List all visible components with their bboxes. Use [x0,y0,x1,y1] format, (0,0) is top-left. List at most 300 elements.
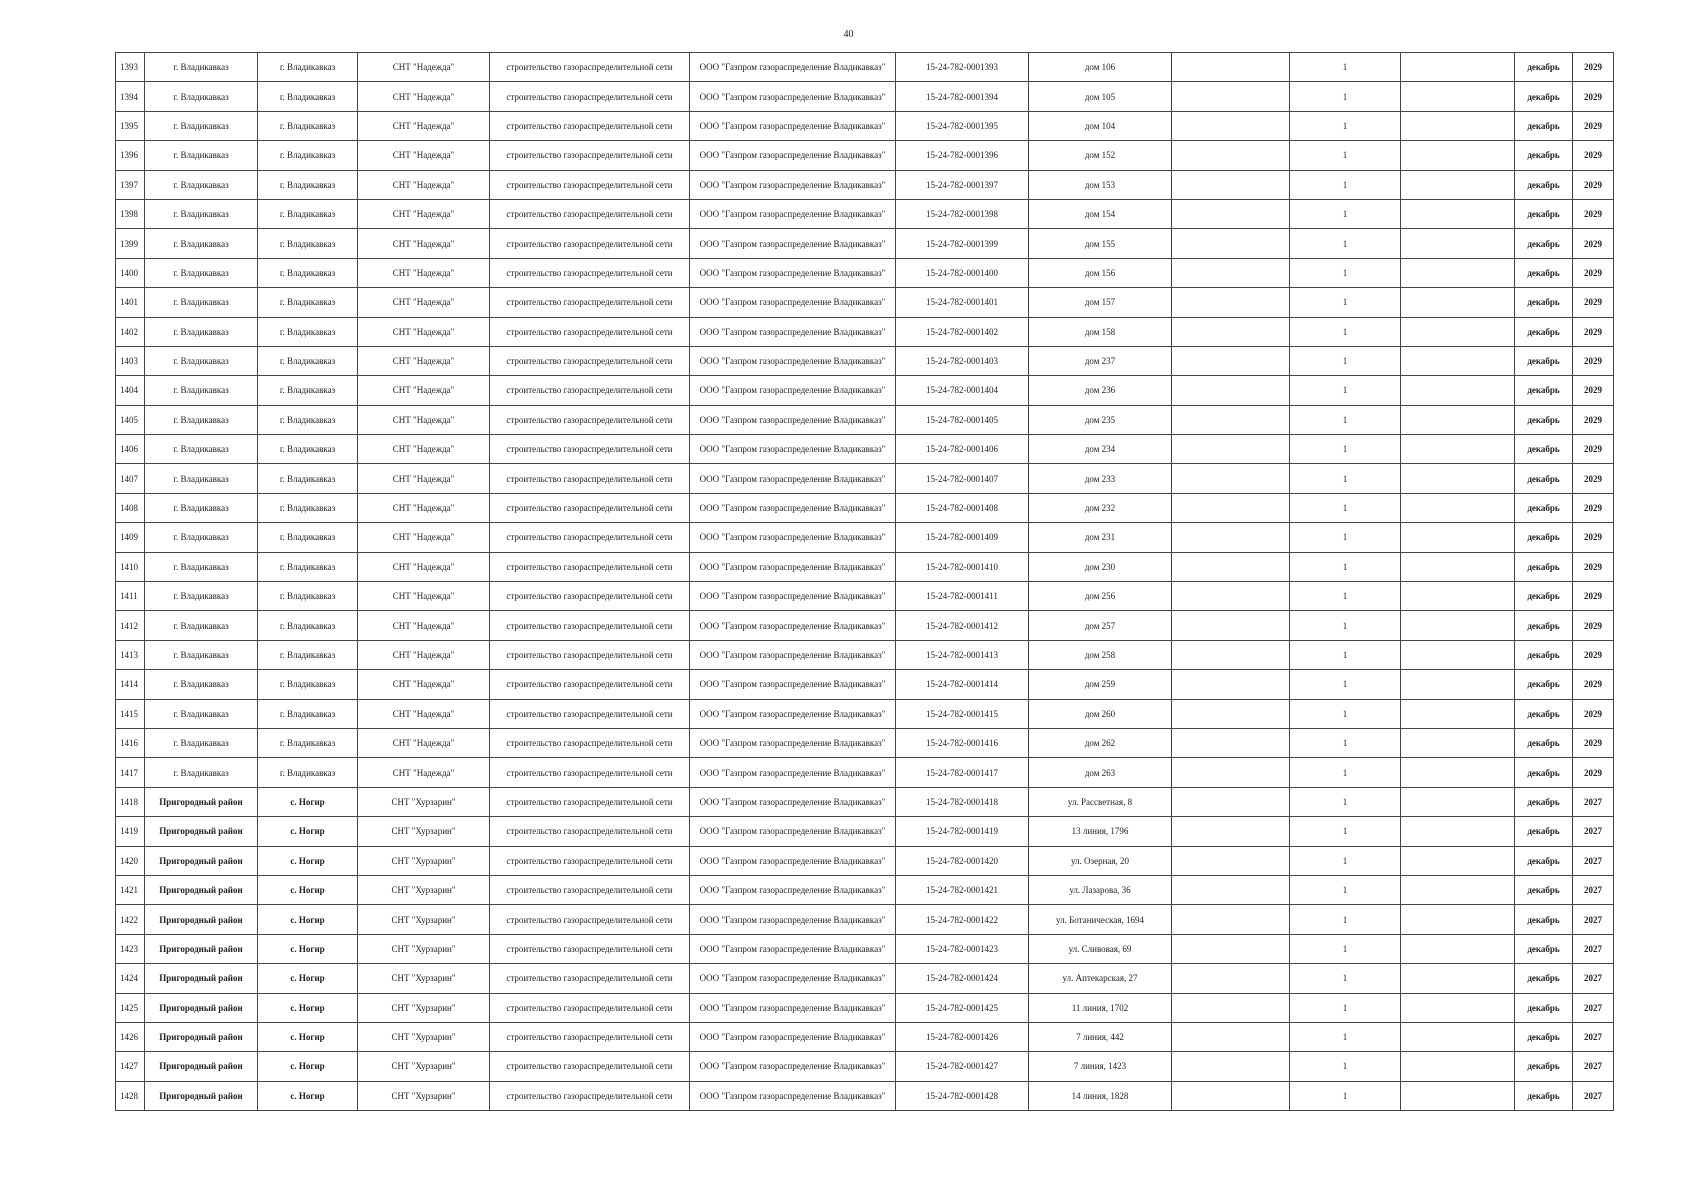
cell-district: г. Владикавказ [145,258,258,287]
cell-settlement: г. Владикавказ [258,346,358,375]
cell-society: СНТ "Надежда" [358,376,490,405]
cell-quantity: 1 [1290,111,1401,140]
table-row [116,405,1614,434]
cell-row-number: 1410 [116,552,145,581]
cell-settlement: с. Ногир [258,875,358,904]
cell-address: дом 153 [1029,170,1172,199]
cell-society: СНТ "Надежда" [358,699,490,728]
cell-empty-column-b [1401,199,1515,228]
cell-empty-column-a [1172,435,1290,464]
cell-district: г. Владикавказ [145,435,258,464]
cell-year: 2027 [1573,846,1614,875]
cell-month: декабрь [1515,670,1573,699]
cell-year: 2027 [1573,1081,1614,1110]
cell-settlement: г. Владикавказ [258,405,358,434]
cell-work-type: строительство газораспределительной сети [490,699,690,728]
cell-district: г. Владикавказ [145,405,258,434]
cell-row-number: 1394 [116,82,145,111]
cell-year: 2029 [1573,405,1614,434]
cell-empty-column-b [1401,1081,1515,1110]
cell-organization: ООО "Газпром газораспределение Владикавказ" [690,934,896,963]
cell-work-type: строительство газораспределительной сети [490,640,690,669]
cell-address: дом 233 [1029,464,1172,493]
cell-society: СНТ "Надежда" [358,493,490,522]
table-row [116,464,1614,493]
table-row [116,53,1614,82]
table-row [116,199,1614,228]
table-row [116,846,1614,875]
cell-row-number: 1420 [116,846,145,875]
cell-address: 14 линия, 1828 [1029,1081,1172,1110]
cell-empty-column-a [1172,964,1290,993]
cell-quantity: 1 [1290,817,1401,846]
cell-district: Пригородный район [145,993,258,1022]
cell-quantity: 1 [1290,1022,1401,1051]
cell-empty-column-b [1401,376,1515,405]
cell-district: г. Владикавказ [145,376,258,405]
cell-society: СНТ "Надежда" [358,552,490,581]
cell-application-id: 15-24-782-0001423 [896,934,1029,963]
cell-district: г. Владикавказ [145,317,258,346]
cell-quantity: 1 [1290,582,1401,611]
cell-empty-column-a [1172,875,1290,904]
cell-settlement: г. Владикавказ [258,728,358,757]
cell-settlement: г. Владикавказ [258,493,358,522]
table-row [116,523,1614,552]
cell-application-id: 15-24-782-0001393 [896,53,1029,82]
cell-row-number: 1415 [116,699,145,728]
cell-quantity: 1 [1290,670,1401,699]
cell-district: г. Владикавказ [145,346,258,375]
cell-district: Пригородный район [145,875,258,904]
cell-organization: ООО "Газпром газораспределение Владикавказ" [690,111,896,140]
cell-year: 2029 [1573,670,1614,699]
cell-address: дом 232 [1029,493,1172,522]
cell-empty-column-b [1401,523,1515,552]
cell-work-type: строительство газораспределительной сети [490,141,690,170]
cell-month: декабрь [1515,846,1573,875]
table-row [116,582,1614,611]
cell-quantity: 1 [1290,258,1401,287]
cell-society: СНТ "Надежда" [358,141,490,170]
table-row [116,758,1614,787]
cell-district: г. Владикавказ [145,611,258,640]
cell-organization: ООО "Газпром газораспределение Владикавказ" [690,258,896,287]
cell-empty-column-b [1401,53,1515,82]
table-row [116,993,1614,1022]
cell-work-type: строительство газораспределительной сети [490,993,690,1022]
cell-empty-column-b [1401,170,1515,199]
cell-organization: ООО "Газпром газораспределение Владикавказ" [690,405,896,434]
cell-society: СНТ "Хурзарин" [358,1081,490,1110]
cell-organization: ООО "Газпром газораспределение Владикавказ" [690,464,896,493]
cell-year: 2029 [1573,435,1614,464]
cell-empty-column-a [1172,288,1290,317]
cell-settlement: г. Владикавказ [258,111,358,140]
cell-empty-column-b [1401,493,1515,522]
cell-address: дом 235 [1029,405,1172,434]
cell-application-id: 15-24-782-0001415 [896,699,1029,728]
cell-address: дом 106 [1029,53,1172,82]
table-row [116,699,1614,728]
cell-settlement: г. Владикавказ [258,288,358,317]
cell-organization: ООО "Газпром газораспределение Владикавказ" [690,376,896,405]
cell-row-number: 1407 [116,464,145,493]
cell-month: декабрь [1515,288,1573,317]
cell-settlement: г. Владикавказ [258,640,358,669]
cell-month: декабрь [1515,199,1573,228]
cell-organization: ООО "Газпром газораспределение Владикавказ" [690,199,896,228]
cell-empty-column-b [1401,1022,1515,1051]
cell-application-id: 15-24-782-0001409 [896,523,1029,552]
cell-row-number: 1424 [116,964,145,993]
cell-settlement: г. Владикавказ [258,611,358,640]
cell-year: 2029 [1573,199,1614,228]
cell-row-number: 1403 [116,346,145,375]
cell-address: дом 260 [1029,699,1172,728]
cell-empty-column-b [1401,670,1515,699]
cell-district: г. Владикавказ [145,699,258,728]
cell-row-number: 1396 [116,141,145,170]
cell-year: 2027 [1573,817,1614,846]
cell-year: 2029 [1573,376,1614,405]
cell-empty-column-a [1172,993,1290,1022]
cell-application-id: 15-24-782-0001397 [896,170,1029,199]
cell-quantity: 1 [1290,728,1401,757]
cell-application-id: 15-24-782-0001417 [896,758,1029,787]
cell-row-number: 1411 [116,582,145,611]
cell-quantity: 1 [1290,82,1401,111]
cell-application-id: 15-24-782-0001427 [896,1052,1029,1081]
cell-work-type: строительство газораспределительной сети [490,611,690,640]
cell-month: декабрь [1515,699,1573,728]
cell-year: 2027 [1573,934,1614,963]
cell-society: СНТ "Надежда" [358,53,490,82]
cell-month: декабрь [1515,317,1573,346]
cell-row-number: 1401 [116,288,145,317]
cell-quantity: 1 [1290,993,1401,1022]
cell-quantity: 1 [1290,346,1401,375]
cell-empty-column-a [1172,111,1290,140]
table-row [116,82,1614,111]
table-row [116,111,1614,140]
cell-row-number: 1402 [116,317,145,346]
cell-empty-column-b [1401,552,1515,581]
cell-quantity: 1 [1290,199,1401,228]
cell-society: СНТ "Надежда" [358,288,490,317]
cell-district: г. Владикавказ [145,552,258,581]
cell-address: дом 231 [1029,523,1172,552]
cell-quantity: 1 [1290,699,1401,728]
cell-empty-column-b [1401,846,1515,875]
cell-organization: ООО "Газпром газораспределение Владикавказ" [690,699,896,728]
cell-month: декабрь [1515,964,1573,993]
cell-empty-column-a [1172,346,1290,375]
cell-row-number: 1400 [116,258,145,287]
cell-empty-column-a [1172,728,1290,757]
cell-organization: ООО "Газпром газораспределение Владикавказ" [690,288,896,317]
cell-row-number: 1417 [116,758,145,787]
cell-year: 2027 [1573,1052,1614,1081]
cell-application-id: 15-24-782-0001428 [896,1081,1029,1110]
cell-row-number: 1405 [116,405,145,434]
cell-organization: ООО "Газпром газораспределение Владикавказ" [690,875,896,904]
cell-organization: ООО "Газпром газораспределение Владикавказ" [690,435,896,464]
cell-district: Пригородный район [145,934,258,963]
cell-month: декабрь [1515,787,1573,816]
cell-quantity: 1 [1290,405,1401,434]
cell-district: г. Владикавказ [145,170,258,199]
cell-address: дом 257 [1029,611,1172,640]
cell-month: декабрь [1515,346,1573,375]
cell-application-id: 15-24-782-0001402 [896,317,1029,346]
cell-society: СНТ "Хурзарин" [358,1052,490,1081]
cell-district: Пригородный район [145,1022,258,1051]
cell-month: декабрь [1515,934,1573,963]
cell-row-number: 1409 [116,523,145,552]
cell-application-id: 15-24-782-0001399 [896,229,1029,258]
cell-month: декабрь [1515,905,1573,934]
cell-row-number: 1406 [116,435,145,464]
cell-quantity: 1 [1290,1081,1401,1110]
cell-address: дом 154 [1029,199,1172,228]
cell-month: декабрь [1515,552,1573,581]
cell-work-type: строительство газораспределительной сети [490,787,690,816]
cell-address: дом 258 [1029,640,1172,669]
cell-district: г. Владикавказ [145,229,258,258]
cell-quantity: 1 [1290,170,1401,199]
cell-work-type: строительство газораспределительной сети [490,199,690,228]
cell-address: ул. Ботаническая, 1694 [1029,905,1172,934]
cell-work-type: строительство газораспределительной сети [490,1081,690,1110]
cell-district: г. Владикавказ [145,640,258,669]
cell-organization: ООО "Газпром газораспределение Владикавказ" [690,141,896,170]
cell-year: 2029 [1573,170,1614,199]
cell-district: г. Владикавказ [145,82,258,111]
cell-settlement: с. Ногир [258,934,358,963]
table-row [116,1022,1614,1051]
cell-work-type: строительство газораспределительной сети [490,317,690,346]
cell-row-number: 1399 [116,229,145,258]
cell-organization: ООО "Газпром газораспределение Владикавказ" [690,346,896,375]
cell-application-id: 15-24-782-0001411 [896,582,1029,611]
cell-row-number: 1413 [116,640,145,669]
cell-month: декабрь [1515,82,1573,111]
cell-application-id: 15-24-782-0001426 [896,1022,1029,1051]
cell-year: 2029 [1573,611,1614,640]
cell-address: дом 105 [1029,82,1172,111]
cell-row-number: 1404 [116,376,145,405]
cell-address: дом 234 [1029,435,1172,464]
cell-row-number: 1418 [116,787,145,816]
cell-organization: ООО "Газпром газораспределение Владикавказ" [690,1052,896,1081]
table-row [116,1081,1614,1110]
cell-quantity: 1 [1290,493,1401,522]
cell-address: ул. Рассветная, 8 [1029,787,1172,816]
cell-settlement: г. Владикавказ [258,317,358,346]
cell-society: СНТ "Надежда" [358,229,490,258]
cell-address: дом 158 [1029,317,1172,346]
cell-work-type: строительство газораспределительной сети [490,464,690,493]
table-row [116,229,1614,258]
cell-year: 2029 [1573,346,1614,375]
cell-row-number: 1421 [116,875,145,904]
cell-application-id: 15-24-782-0001401 [896,288,1029,317]
cell-society: СНТ "Хурзарин" [358,846,490,875]
cell-row-number: 1408 [116,493,145,522]
cell-society: СНТ "Хурзарин" [358,905,490,934]
cell-empty-column-b [1401,728,1515,757]
cell-work-type: строительство газораспределительной сети [490,82,690,111]
cell-quantity: 1 [1290,964,1401,993]
cell-society: СНТ "Надежда" [358,111,490,140]
cell-empty-column-a [1172,699,1290,728]
cell-organization: ООО "Газпром газораспределение Владикавказ" [690,82,896,111]
cell-settlement: г. Владикавказ [258,552,358,581]
cell-application-id: 15-24-782-0001405 [896,405,1029,434]
cell-month: декабрь [1515,523,1573,552]
cell-district: Пригородный район [145,817,258,846]
cell-month: декабрь [1515,1052,1573,1081]
cell-work-type: строительство газораспределительной сети [490,170,690,199]
cell-society: СНТ "Надежда" [358,582,490,611]
cell-work-type: строительство газораспределительной сети [490,435,690,464]
table-row [116,288,1614,317]
cell-society: СНТ "Надежда" [358,317,490,346]
cell-district: г. Владикавказ [145,728,258,757]
cell-district: г. Владикавказ [145,493,258,522]
cell-month: декабрь [1515,1081,1573,1110]
cell-address: ул. Аптекарская, 27 [1029,964,1172,993]
cell-empty-column-b [1401,875,1515,904]
cell-month: декабрь [1515,1022,1573,1051]
table-row [116,787,1614,816]
cell-organization: ООО "Газпром газораспределение Владикавказ" [690,53,896,82]
cell-application-id: 15-24-782-0001394 [896,82,1029,111]
cell-society: СНТ "Надежда" [358,728,490,757]
cell-month: декабрь [1515,875,1573,904]
cell-work-type: строительство газораспределительной сети [490,493,690,522]
cell-empty-column-b [1401,817,1515,846]
cell-district: г. Владикавказ [145,53,258,82]
cell-application-id: 15-24-782-0001410 [896,552,1029,581]
cell-empty-column-b [1401,993,1515,1022]
cell-year: 2029 [1573,82,1614,111]
cell-society: СНТ "Надежда" [358,405,490,434]
cell-month: декабрь [1515,582,1573,611]
cell-year: 2027 [1573,787,1614,816]
cell-year: 2029 [1573,728,1614,757]
cell-month: декабрь [1515,111,1573,140]
table-row [116,317,1614,346]
cell-empty-column-b [1401,640,1515,669]
cell-district: Пригородный район [145,787,258,816]
cell-settlement: с. Ногир [258,905,358,934]
table-row [116,258,1614,287]
cell-address: ул. Лазарова, 36 [1029,875,1172,904]
cell-empty-column-b [1401,317,1515,346]
cell-work-type: строительство газораспределительной сети [490,229,690,258]
table-row [116,875,1614,904]
cell-work-type: строительство газораспределительной сети [490,346,690,375]
cell-empty-column-b [1401,405,1515,434]
cell-quantity: 1 [1290,787,1401,816]
cell-society: СНТ "Хурзарин" [358,964,490,993]
cell-empty-column-a [1172,523,1290,552]
cell-empty-column-a [1172,1081,1290,1110]
cell-year: 2029 [1573,699,1614,728]
cell-month: декабрь [1515,758,1573,787]
cell-application-id: 15-24-782-0001420 [896,846,1029,875]
cell-district: г. Владикавказ [145,141,258,170]
cell-empty-column-a [1172,817,1290,846]
cell-organization: ООО "Газпром газораспределение Владикавказ" [690,493,896,522]
page-number: 40 [843,29,854,40]
cell-society: СНТ "Надежда" [358,82,490,111]
cell-address: 13 линия, 1796 [1029,817,1172,846]
cell-address: дом 263 [1029,758,1172,787]
cell-society: СНТ "Надежда" [358,464,490,493]
cell-empty-column-a [1172,82,1290,111]
cell-application-id: 15-24-782-0001425 [896,993,1029,1022]
cell-settlement: с. Ногир [258,787,358,816]
cell-work-type: строительство газораспределительной сети [490,846,690,875]
cell-work-type: строительство газораспределительной сети [490,111,690,140]
cell-row-number: 1393 [116,53,145,82]
cell-settlement: с. Ногир [258,1081,358,1110]
cell-empty-column-a [1172,464,1290,493]
cell-address: дом 104 [1029,111,1172,140]
cell-row-number: 1426 [116,1022,145,1051]
cell-address: дом 230 [1029,552,1172,581]
cell-application-id: 15-24-782-0001418 [896,787,1029,816]
cell-empty-column-a [1172,405,1290,434]
cell-empty-column-b [1401,1052,1515,1081]
cell-application-id: 15-24-782-0001414 [896,670,1029,699]
cell-organization: ООО "Газпром газораспределение Владикавказ" [690,787,896,816]
cell-year: 2029 [1573,582,1614,611]
cell-empty-column-b [1401,758,1515,787]
cell-organization: ООО "Газпром газораспределение Владикавказ" [690,1081,896,1110]
cell-organization: ООО "Газпром газораспределение Владикавказ" [690,817,896,846]
cell-empty-column-a [1172,493,1290,522]
cell-empty-column-b [1401,611,1515,640]
cell-society: СНТ "Надежда" [358,199,490,228]
cell-society: СНТ "Хурзарин" [358,993,490,1022]
cell-quantity: 1 [1290,141,1401,170]
cell-row-number: 1416 [116,728,145,757]
cell-empty-column-b [1401,229,1515,258]
cell-application-id: 15-24-782-0001421 [896,875,1029,904]
cell-district: г. Владикавказ [145,199,258,228]
cell-empty-column-b [1401,435,1515,464]
cell-settlement: г. Владикавказ [258,435,358,464]
cell-empty-column-b [1401,582,1515,611]
cell-settlement: г. Владикавказ [258,464,358,493]
cell-empty-column-b [1401,111,1515,140]
cell-year: 2027 [1573,905,1614,934]
cell-year: 2029 [1573,464,1614,493]
cell-settlement: г. Владикавказ [258,376,358,405]
cell-row-number: 1397 [116,170,145,199]
cell-application-id: 15-24-782-0001408 [896,493,1029,522]
cell-society: СНТ "Надежда" [358,170,490,199]
cell-empty-column-b [1401,699,1515,728]
cell-address: дом 236 [1029,376,1172,405]
cell-quantity: 1 [1290,1052,1401,1081]
cell-address: ул. Сливовая, 69 [1029,934,1172,963]
cell-month: декабрь [1515,258,1573,287]
